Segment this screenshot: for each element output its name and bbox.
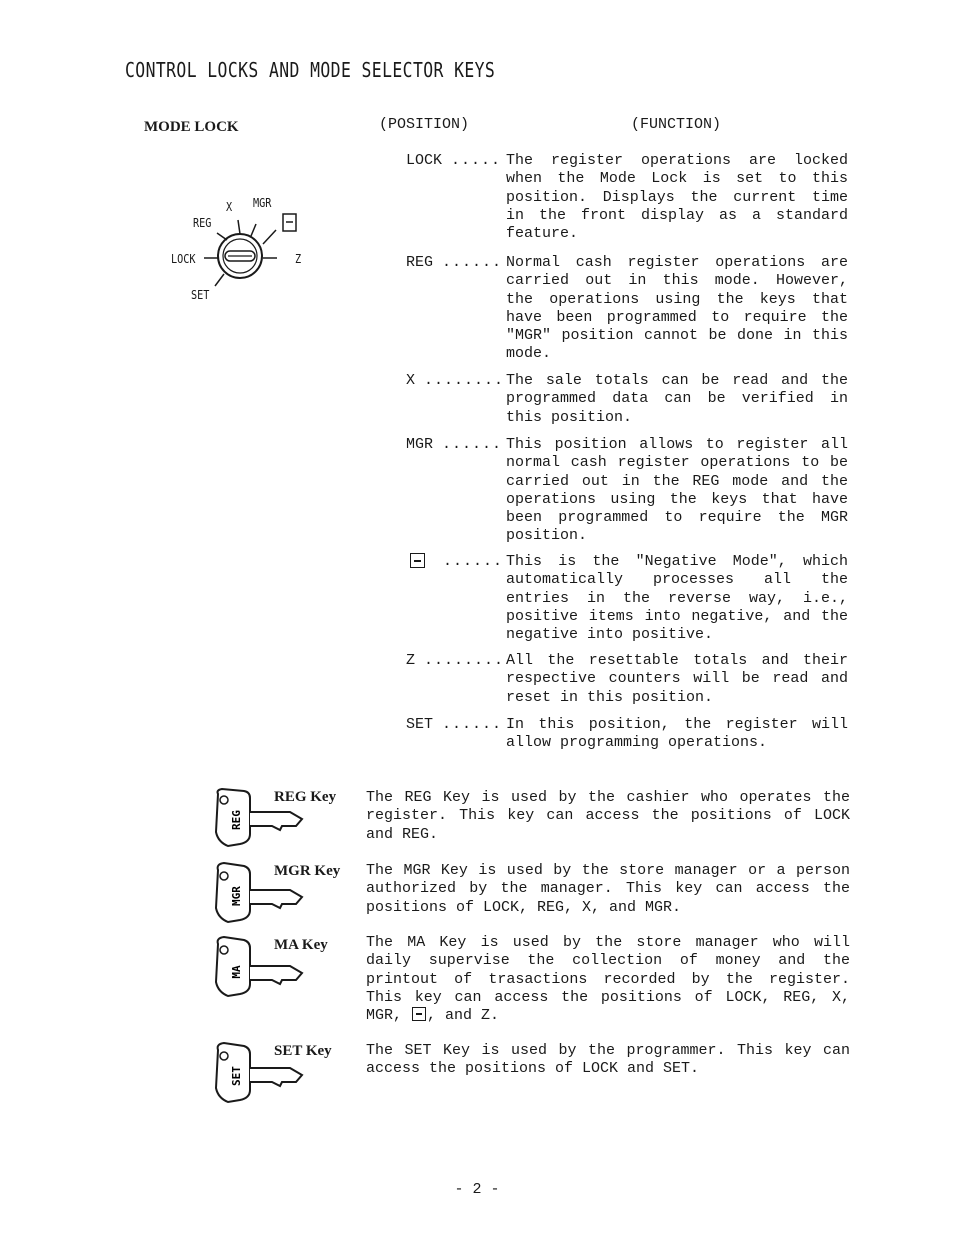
position-name: SET <box>406 716 434 733</box>
page-number: - 2 - <box>454 1181 500 1198</box>
position-column-header: (POSITION) <box>379 116 470 133</box>
dial-label-z: Z <box>295 252 302 266</box>
leader-dots: ...... <box>442 716 503 733</box>
position-name: X <box>406 372 416 389</box>
position-function: The sale totals can be read and the programmed data can be verified in this position. <box>506 372 848 426</box>
leader-dots: ........ <box>424 372 505 389</box>
leader-dots: ...... <box>443 553 504 570</box>
position-function: This position allows to register all normal cash register operations to be carried out in the REG mode and the operations using the keys that have been programmed to require the MGR position. <box>506 436 848 545</box>
position-function: In this position, the register will allow programming operations. <box>506 716 848 752</box>
mgr-key-description: The MGR Key is used by the store manager or a person authorized by the manager. This key can access the positions of LOCK, REG, X, and MGR. <box>366 862 850 916</box>
key-tag: MGR <box>230 886 243 906</box>
dial-label-set: SET <box>191 288 210 302</box>
negative-mode-icon <box>410 553 425 568</box>
position-function: Normal cash register operations are carried out in this mode. However, the operations using the keys that have been programmed to require the "MGR" position cannot be done in this mode. <box>506 254 848 363</box>
negative-mode-icon <box>412 1007 426 1021</box>
position-function: All the resettable totals and their respective counters will be read and reset in this position. <box>506 652 848 706</box>
ma-key-text-after: , and Z. <box>427 1007 500 1025</box>
key-tag: SET <box>230 1066 243 1086</box>
leader-dots: ...... <box>442 436 503 453</box>
dial-label-lock: LOCK <box>171 252 196 266</box>
position-name: Z <box>406 652 416 669</box>
function-column-header: (FUNCTION) <box>631 116 722 133</box>
leader-dots: ...... <box>442 254 503 271</box>
key-name: MGR Key <box>274 863 341 879</box>
key-tag: REG <box>230 810 243 830</box>
set-key-description: The SET Key is used by the programmer. This key can access the positions of LOCK and SET. <box>366 1042 850 1078</box>
dial-label-reg: REG <box>193 216 212 230</box>
position-function: The register operations are locked when the Mode Lock is set to this position. Displays the current time in the front display as a standard feature. <box>506 152 848 243</box>
position-name: REG <box>406 254 434 271</box>
mode-lock-dial <box>165 188 325 308</box>
position-name: MGR <box>406 436 434 453</box>
leader-dots: ..... <box>451 152 502 169</box>
leader-dots: ........ <box>424 652 505 669</box>
key-tag: MA <box>230 965 243 979</box>
position-function: This is the "Negative Mode", which automatically processes all the entries in the reverse way, i.e., positive items into negative, and the negative into positive. <box>506 553 848 644</box>
key-name: MA Key <box>274 937 328 953</box>
mode-lock-label: MODE LOCK <box>144 119 239 135</box>
ma-key-text-before: The MA Key is used by the store manager who will daily supervise the collection of money and the printout of trasactions recorded by the register. This key can access the positions of LOCK, REG, X, MGR, <box>366 934 850 1025</box>
ma-key-description <box>366 934 850 1025</box>
position-name: LOCK <box>406 152 443 169</box>
dial-label-x: X <box>226 200 233 214</box>
key-name: REG Key <box>274 789 337 805</box>
key-name: SET Key <box>274 1043 332 1059</box>
dial-label-mgr: MGR <box>253 196 272 210</box>
reg-key-description: The REG Key is used by the cashier who operates the register. This key can access the positions of LOCK and REG. <box>366 789 850 843</box>
page-title: CONTROL LOCKS AND MODE SELECTOR KEYS <box>125 58 496 82</box>
dial-drawing <box>165 188 325 308</box>
